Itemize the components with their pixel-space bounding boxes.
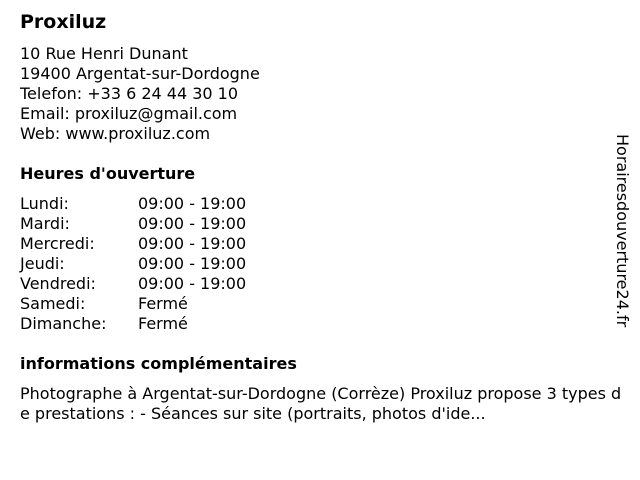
business-description: Photographe à Argentat-sur-Dordogne (Corrèze) Proxiluz propose 3 types de prestations : - Séances sur site (portraits, photos d'ide... — [20, 384, 622, 423]
phone-line: Telefon: +33 6 24 44 30 10 — [20, 84, 239, 103]
hours-day: Dimanche: — [20, 314, 107, 333]
email-line: Email: proxiluz@gmail.com — [20, 104, 238, 123]
contact-block — [20, 44, 260, 144]
additional-info-heading: informations complémentaires — [20, 354, 297, 373]
address-city: 19400 Argentat-sur-Dordogne — [20, 64, 260, 83]
hours-day: Lundi: — [20, 194, 69, 213]
hours-time: 09:00 - 19:00 — [138, 194, 247, 213]
address-street: 10 Rue Henri Dunant — [20, 44, 188, 63]
hours-time: Fermé — [138, 294, 188, 313]
site-watermark: Horairesdouverture24.fr — [613, 134, 632, 328]
web-line: Web: www.proxiluz.com — [20, 124, 211, 143]
hours-day: Vendredi: — [20, 274, 96, 293]
hours-time: 09:00 - 19:00 — [138, 234, 247, 253]
hours-time: Fermé — [138, 314, 188, 333]
hours-day: Samedi: — [20, 294, 86, 313]
opening-hours-heading: Heures d'ouverture — [20, 164, 196, 183]
hours-day: Jeudi: — [20, 254, 65, 273]
hours-time: 09:00 - 19:00 — [138, 214, 247, 233]
hours-day: Mercredi: — [20, 234, 95, 253]
hours-day: Mardi: — [20, 214, 70, 233]
business-name: Proxiluz — [20, 11, 107, 33]
hours-time: 09:00 - 19:00 — [138, 254, 247, 273]
hours-time: 09:00 - 19:00 — [138, 274, 247, 293]
